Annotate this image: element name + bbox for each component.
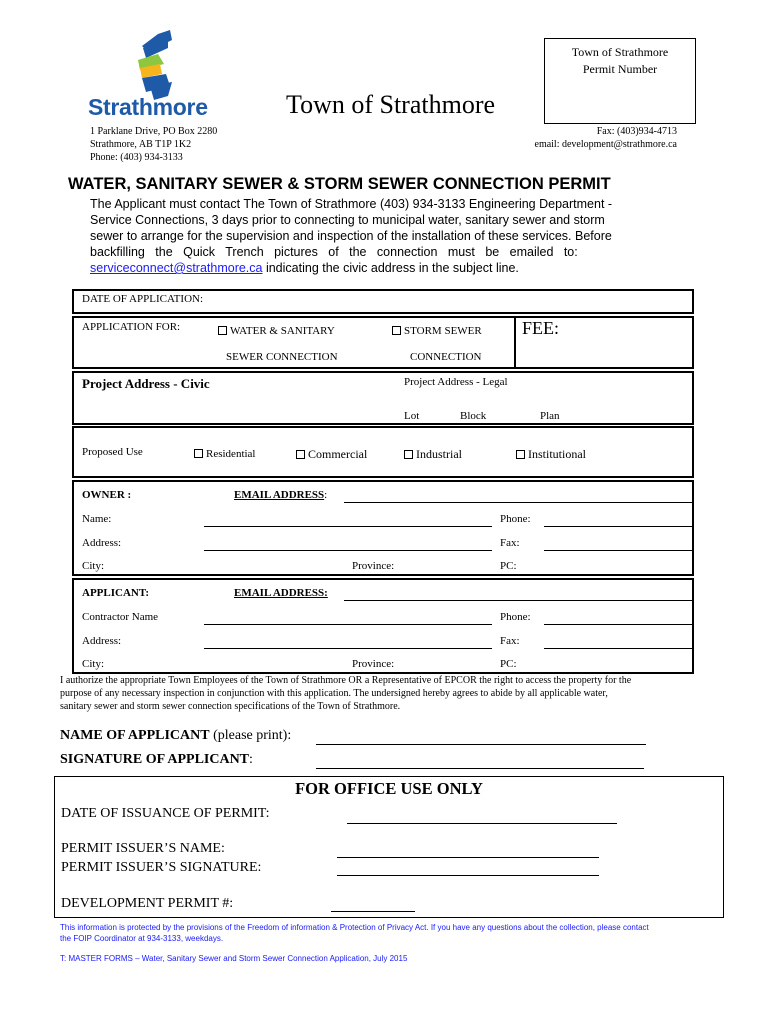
water-sanitary-checkbox[interactable]	[218, 326, 227, 335]
office-use-section	[54, 776, 724, 918]
block-label: Block	[460, 410, 487, 422]
issuer-signature-input[interactable]	[337, 875, 599, 876]
contractor-name-input[interactable]	[204, 624, 492, 625]
authorization-text	[60, 674, 720, 713]
intro-line3: sewer to arrange for the supervision and inspection of the installation of these services. Before	[90, 229, 612, 243]
use-industrial-option[interactable]: Industrial	[404, 447, 462, 462]
application-for-section	[72, 316, 694, 369]
applicant-email-input[interactable]	[344, 600, 694, 601]
commercial-checkbox[interactable]	[296, 450, 305, 459]
office-use-heading: FOR OFFICE USE ONLY	[295, 779, 483, 798]
institutional-checkbox[interactable]	[516, 450, 525, 459]
applicant-address-input[interactable]	[204, 648, 492, 649]
applicant-city-label: City:	[82, 658, 105, 670]
plan-label: Plan	[540, 410, 560, 422]
water-sanitary-line2: SEWER CONNECTION	[226, 351, 338, 363]
date-issuance-label: DATE OF ISSUANCE OF PERMIT:	[61, 806, 270, 821]
logo-mark-icon	[88, 30, 223, 100]
date-issuance-input[interactable]	[347, 823, 617, 824]
address-line2: Strathmore, AB T1P 1K2	[90, 139, 192, 150]
industrial-checkbox[interactable]	[404, 450, 413, 459]
owner-name-input[interactable]	[204, 526, 492, 527]
applicant-fax-label: Fax:	[500, 635, 520, 647]
authorize-line1: I authorize the appropriate Town Employees of the Town of Strathmore OR a Representative of EPCOR the right to access the property for the	[60, 675, 632, 686]
owner-phone-label: Phone:	[500, 513, 531, 525]
address-line1: 1 Parklane Drive, PO Box 2280	[90, 126, 218, 137]
fee-box[interactable]	[514, 316, 694, 369]
applicant-province-label: Province:	[352, 658, 395, 670]
signature-of-applicant-input[interactable]	[316, 768, 644, 769]
intro-line4: backfilling the Quick Trench pictures of the connection must be emailed to:	[90, 245, 578, 259]
applicant-label: APPLICANT:	[82, 587, 150, 599]
applicant-email-label: EMAIL ADDRESS:	[234, 587, 328, 599]
signature-of-applicant-label: SIGNATURE OF APPLICANT:	[60, 752, 253, 767]
town-title: Town of Strathmore	[286, 90, 496, 119]
intro-line1: The Applicant must contact The Town of Strathmore (403) 934-3133 Engineering Department -	[90, 197, 613, 211]
application-for-label: APPLICATION FOR:	[82, 321, 181, 333]
proposed-use-label: Proposed Use	[82, 446, 143, 458]
owner-fax-input[interactable]	[544, 550, 694, 551]
owner-address-input[interactable]	[204, 550, 492, 551]
applicant-pc-label: PC:	[500, 658, 517, 670]
applicant-fax-input[interactable]	[544, 648, 694, 649]
owner-province-label: Province:	[352, 560, 395, 572]
strathmore-logo	[88, 30, 223, 122]
issuer-name-input[interactable]	[337, 857, 599, 858]
owner-pc-label: PC:	[500, 560, 517, 572]
permit-box-line1: Town of Strathmore	[571, 45, 669, 59]
owner-name-label: Name:	[82, 513, 112, 525]
development-permit-input[interactable]	[331, 911, 415, 912]
applicant-address-label: Address:	[82, 635, 122, 647]
owner-fax-label: Fax:	[500, 537, 520, 549]
owner-label: OWNER :	[82, 489, 132, 501]
storm-sewer-line2: CONNECTION	[410, 351, 482, 363]
authorize-line3: sanitary sewer and storm sewer connection specifications of the Town of Strathmore.	[60, 701, 401, 712]
project-civic-label: Project Address - Civic	[82, 376, 210, 391]
owner-email-label: EMAIL ADDRESS:	[234, 489, 328, 501]
foip-line2: the FOIP Coordinator at 934-3133, weekdays.	[60, 934, 224, 943]
date-of-application-label: DATE OF APPLICATION:	[82, 293, 204, 305]
owner-phone-input[interactable]	[544, 526, 694, 527]
form-title: WATER, SANITARY SEWER & STORM SEWER CONNECTION PERMIT	[68, 175, 611, 193]
applicant-phone-label: Phone:	[500, 611, 531, 623]
permit-box-line2: Permit Number	[582, 62, 658, 76]
name-of-applicant-label: NAME OF APPLICANT (please print):	[60, 728, 292, 743]
storm-sewer-checkbox[interactable]	[392, 326, 401, 335]
email-address: email: development@strathmore.ca	[534, 139, 677, 150]
foip-notice	[60, 922, 730, 944]
applicant-section	[72, 578, 694, 674]
name-of-applicant-input[interactable]	[316, 744, 646, 745]
owner-address-label: Address:	[82, 537, 122, 549]
contractor-name-label: Contractor Name	[82, 611, 159, 623]
residential-checkbox[interactable]	[194, 449, 203, 458]
foip-line1: This information is protected by the provisions of the Freedom of information & Protection of Privacy Act. If you have any questions about the collection, please contact	[60, 923, 649, 932]
owner-email-input[interactable]	[344, 502, 694, 503]
owner-city-label: City:	[82, 560, 105, 572]
authorize-line2: purpose of any necessary inspection in conjunction with this application. The undersigned hereby agrees to abide by all applicable water,	[60, 688, 608, 699]
use-commercial-option[interactable]: Commercial	[296, 447, 367, 462]
development-permit-label: DEVELOPMENT PERMIT #:	[61, 896, 234, 911]
phone-number: Phone: (403) 934-3133	[90, 152, 183, 163]
fax-number: Fax: (403)934-4713	[596, 126, 677, 137]
issuer-name-label: PERMIT ISSUER’S NAME:	[61, 841, 225, 856]
owner-section	[72, 480, 694, 576]
storm-sewer-option[interactable]: STORM SEWER	[392, 325, 482, 337]
intro-line2: Service Connections, 3 days prior to connecting to municipal water, sanitary sewer and storm	[90, 213, 605, 227]
water-sanitary-option[interactable]: WATER & SANITARY	[218, 325, 335, 337]
service-email-link[interactable]: serviceconnect@strathmore.ca	[90, 261, 263, 275]
permit-number-box[interactable]	[544, 38, 696, 124]
project-address-section	[72, 371, 694, 425]
intro-line5: indicating the civic address in the subject line.	[262, 261, 519, 275]
project-legal-label: Project Address - Legal	[404, 376, 508, 388]
use-residential-option[interactable]: Residential	[194, 448, 256, 460]
issuer-signature-label: PERMIT ISSUER’S SIGNATURE:	[61, 860, 262, 875]
applicant-phone-input[interactable]	[544, 624, 694, 625]
master-forms-note: T: MASTER FORMS – Water, Sanitary Sewer and Storm Sewer Connection Application, July 2015	[60, 954, 408, 963]
date-of-application-field[interactable]	[72, 289, 694, 314]
lot-label: Lot	[404, 410, 420, 422]
use-institutional-option[interactable]: Institutional	[516, 447, 586, 462]
proposed-use-section	[72, 426, 694, 478]
fee-label: FEE:	[522, 318, 560, 338]
intro-paragraph	[90, 196, 690, 276]
logo-text: Strathmore	[88, 94, 208, 120]
